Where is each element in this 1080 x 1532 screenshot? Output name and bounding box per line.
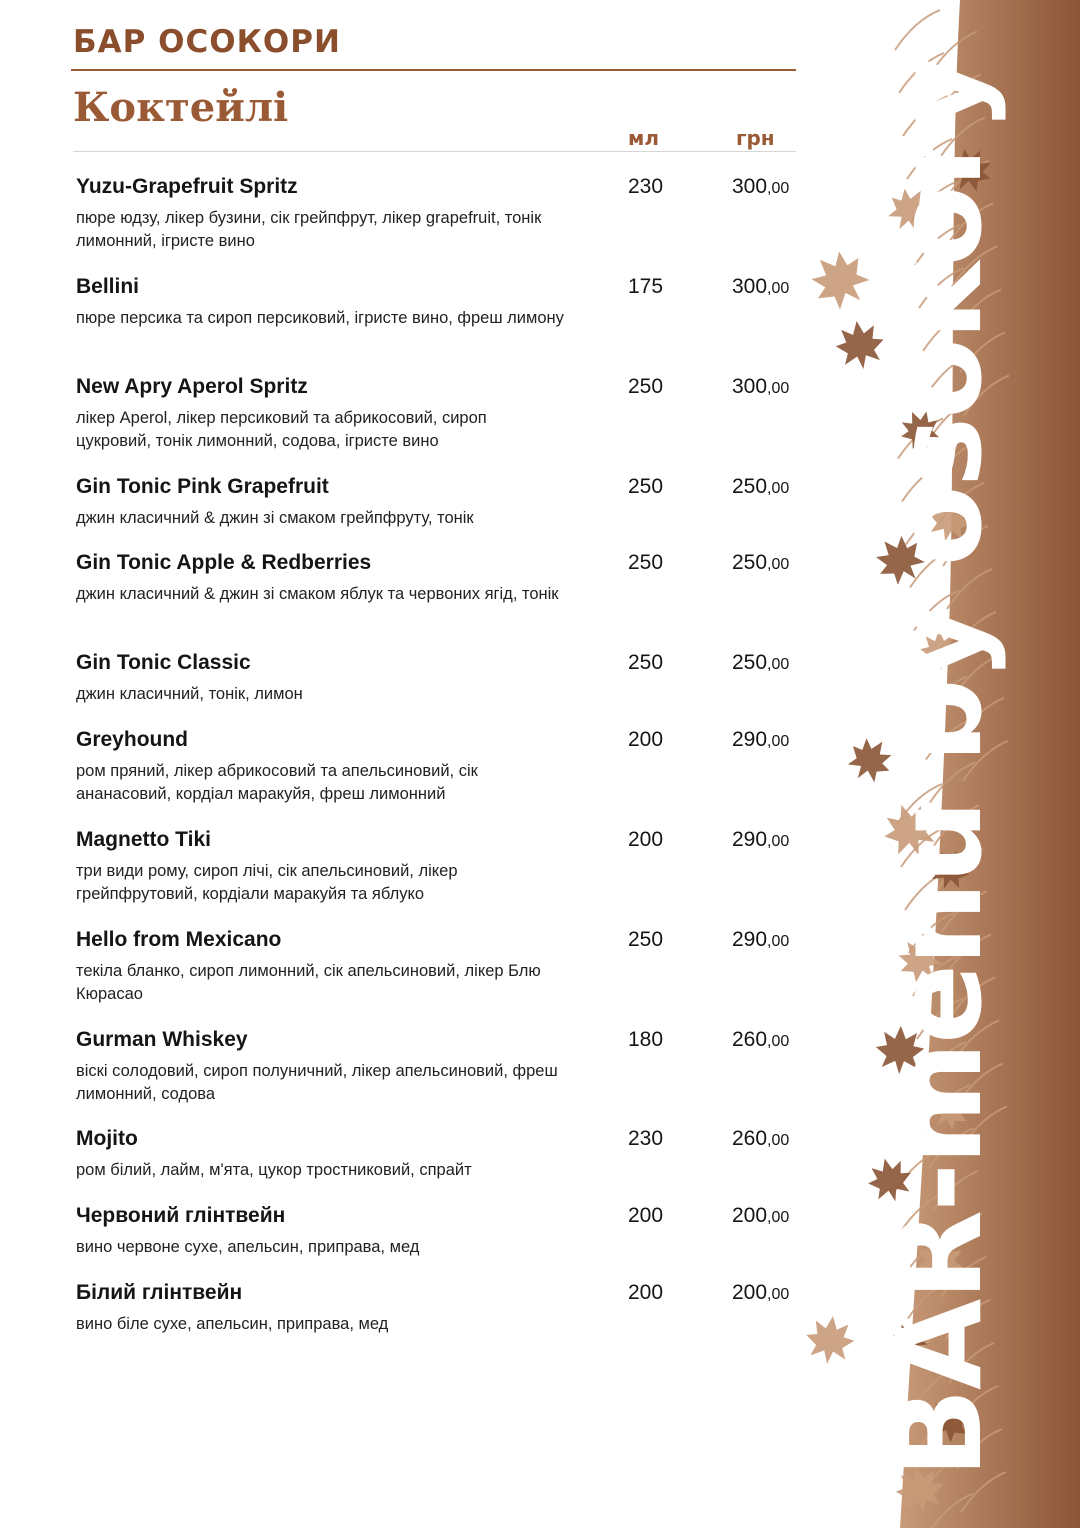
header-divider	[71, 69, 796, 71]
volume-column-header: мл	[628, 126, 659, 150]
item-volume: 200	[628, 728, 664, 751]
item-price	[732, 928, 789, 952]
column-header-divider	[73, 151, 796, 152]
price-cents: ,00	[767, 480, 790, 497]
item-description: джин класичний & джин зі смаком яблук та червоних ягід, тонік	[76, 585, 559, 603]
grass-stroke	[895, 10, 940, 50]
price-cents: ,00	[767, 833, 790, 850]
price-cents: ,00	[767, 1033, 790, 1050]
price-cents: ,00	[767, 733, 790, 750]
item-price	[732, 1281, 789, 1305]
price-value: 260	[732, 1127, 768, 1150]
item-name: Gurman Whiskey	[76, 1028, 248, 1051]
price-value: 290	[732, 928, 768, 951]
item-volume: 250	[628, 551, 664, 574]
item-description: пюре персика та сироп персиковий, ігристе вино, фреш лимону	[76, 309, 564, 327]
item-volume: 200	[628, 828, 664, 851]
item-price	[732, 1204, 789, 1228]
price-value: 250	[732, 651, 768, 674]
item-volume: 230	[628, 1127, 664, 1150]
price-value: 260	[732, 1028, 768, 1051]
price-value: 250	[732, 551, 768, 574]
section-title: Коктейлі	[73, 84, 289, 131]
item-name: Greyhound	[76, 728, 189, 751]
item-description: ром пряний, лікер абрикосовий та апельсиновий, сік ананасовий, кордіал маракуйя, фреш лимонний	[76, 762, 478, 803]
item-name: Gin Tonic Pink Grapefruit	[76, 475, 329, 498]
price-cents: ,00	[767, 933, 790, 950]
item-name: Gin Tonic Classic	[76, 651, 251, 674]
maple-leaf-icon	[800, 240, 880, 321]
item-name: Magnetto Tiki	[76, 828, 211, 851]
price-cents: ,00	[767, 380, 790, 397]
item-description: три види рому, сироп лічі, сік апельсиновий, лікер грейпфрутовий, кордіали маракуйя та яблуко	[76, 862, 458, 903]
price-cents: ,00	[767, 656, 790, 673]
item-description: лікер Aperol, лікер персиковий та абрикосовий, сироп цукровий, тонік лимонний, содова, ігристе вино	[76, 409, 487, 450]
price-value: 250	[732, 475, 768, 498]
item-name: Hello from Mexicano	[76, 928, 282, 951]
item-volume: 200	[628, 1204, 664, 1227]
item-volume: 200	[628, 1281, 664, 1304]
item-price	[732, 651, 789, 675]
price-cents: ,00	[767, 1209, 790, 1226]
item-description: вино червоне сухе, апельсин, приправа, мед	[76, 1238, 420, 1256]
item-price	[732, 175, 789, 199]
item-volume: 250	[628, 928, 664, 951]
price-value: 290	[732, 728, 768, 751]
item-volume: 250	[628, 475, 664, 498]
item-description: вино біле сухе, апельсин, приправа, мед	[76, 1315, 389, 1333]
price-value: 290	[732, 828, 768, 851]
item-description: джин класичний, тонік, лимон	[76, 685, 303, 703]
price-value: 200	[732, 1281, 768, 1304]
item-price	[732, 375, 789, 399]
item-name: Mojito	[76, 1127, 138, 1150]
item-name: Червоний глінтвейн	[76, 1204, 286, 1227]
item-volume: 180	[628, 1028, 664, 1051]
item-description: джин класичний & джин зі смаком грейпфруту, тонік	[76, 509, 474, 527]
item-volume: 250	[628, 651, 664, 674]
item-price	[732, 728, 789, 752]
item-description: ром білий, лайм, м'ята, цукор тростниковий, спрайт	[76, 1161, 472, 1179]
maple-leaf-icon	[803, 1313, 857, 1367]
price-cents: ,00	[767, 180, 790, 197]
item-name: New Apry Aperol Spritz	[76, 375, 308, 398]
item-price	[732, 1028, 789, 1052]
brand-title: БАР ОСОКОРИ	[73, 24, 341, 60]
item-price	[732, 475, 789, 499]
price-cents: ,00	[767, 556, 790, 573]
item-name: Yuzu-Grapefruit Spritz	[76, 175, 298, 198]
item-price	[732, 1127, 789, 1151]
price-value: 300	[732, 375, 768, 398]
item-name: Gin Tonic Apple & Redberries	[76, 551, 372, 574]
item-description: пюре юдзу, лікер бузини, сік грейпфрут, лікер grapefruit, тонік лимонний, ігристе вино	[76, 209, 542, 250]
vertical-brand-text: BAR-menu by osokory	[870, 56, 1008, 1478]
item-description: текіла бланко, сироп лимонний, сік апельсиновий, лікер Блю Кюрасао	[76, 962, 541, 1003]
price-column-header: грн	[736, 126, 775, 150]
price-value: 300	[732, 175, 768, 198]
price-value: 200	[732, 1204, 768, 1227]
item-volume: 250	[628, 375, 664, 398]
item-name: Bellini	[76, 275, 140, 298]
item-volume: 175	[628, 275, 664, 298]
item-price	[732, 275, 789, 299]
item-volume: 230	[628, 175, 664, 198]
item-name: Білий глінтвейн	[76, 1281, 243, 1304]
item-price	[732, 551, 789, 575]
price-cents: ,00	[767, 280, 790, 297]
price-value: 300	[732, 275, 768, 298]
item-price	[732, 828, 789, 852]
price-cents: ,00	[767, 1132, 790, 1149]
price-cents: ,00	[767, 1286, 790, 1303]
item-description: віскі солодовий, сироп полуничний, лікер апельсиновий, фреш лимонний, содова	[76, 1062, 558, 1103]
